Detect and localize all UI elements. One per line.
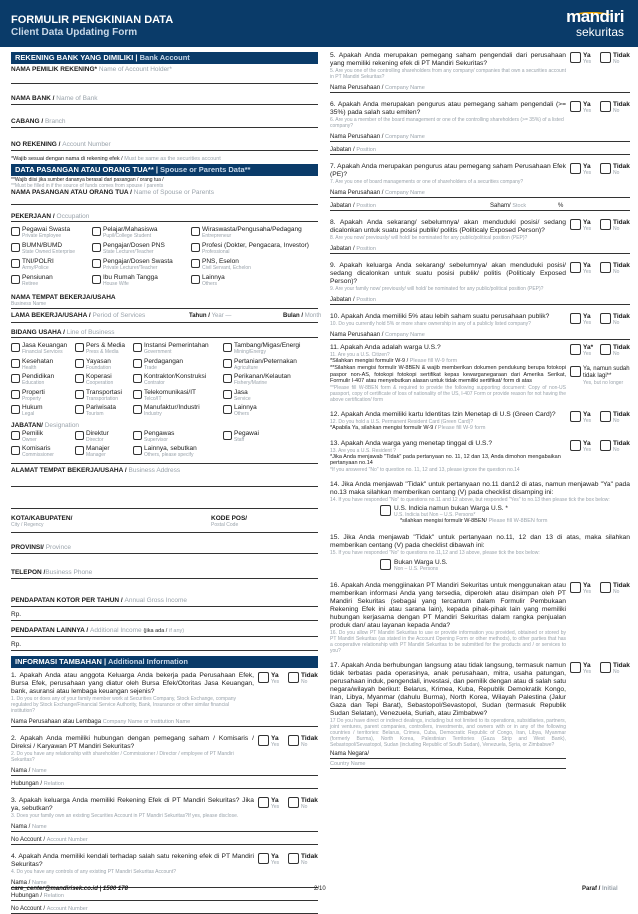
q2-no-checkbox[interactable]: Tidak No (288, 735, 318, 749)
option-label: Yayasan (86, 357, 111, 365)
spouse-note: **Wajib diisi jika sumber dananya berasal dari pasangan / orang tua / (11, 177, 164, 183)
option-label-en: Entrepreneur (202, 233, 232, 239)
option-label-en: Contrator (144, 380, 165, 386)
other-income-field[interactable]: PENDAPATAN LAINNYA / Additional Income (jika ada / if any) (11, 623, 318, 637)
right-questions (330, 52, 630, 340)
checkbox[interactable] (11, 259, 20, 268)
q13-yes-checkbox[interactable]: Ya Yes (570, 440, 591, 454)
business-option-12[interactable] (133, 373, 206, 386)
business-option-13[interactable] (133, 389, 196, 402)
question-text: 2. Apakah Anda memiliki hubungan dengan pemegang saham / Komisaris / Direksi / Karyawan PT Mandiri Sekuritas? (11, 735, 254, 750)
option-label: BUMN/BUMD (22, 242, 63, 249)
additional-info-header: INFORMASI TAMBAHAN | Additional Information (11, 656, 318, 668)
question-17: 17. Apakah Anda berhubungan langsung atau tidak langsung, termasuk namun tidak terbatas pada operasinya, anak perusahaan, mitra, usaha patungan, perusahaan induk, pengendali, investasi, dan pemilik dengan atau di salah satu negara/wilayah berikut: Belarus, Krimea, Kuba, Republik Demokratik Kongo, Iran, Libya, Myanmar (dahulu Burma), North Korea, Wilayah Palestina (Jalur Gaza dan Tepi Barat), Sebastopol/Sevastopol, Sudan (termasuk Republik Sudan Selatan), Venezuela, Suriah, atau Zimbabwe? 17 Do you have direct or indirect dealings, including but not limited to its operations, subsidiaries, partners, joint ventures, parent companies, controllers, investments, and owners with or in any of the following countries / territories: Belarus, Crimea, Cuba, Democratic Republic of Congo, Iran, Libya, Myanmar (formerly Burma), North Korea, Palestinian Territories (Gaza Strip and West Bank), Sebastopol/Sevastopol, Sudan (including Republic of South Sudan), Venezuela, Syria, or Zimbabwe? Ya Yes Tidak No (330, 661, 630, 748)
q16-options (570, 582, 630, 602)
option-label: Jasa (234, 388, 248, 396)
spouse-name-field[interactable]: NAMA PASANGAN ATAU ORANG TUA / Name of Spouse or Parents (11, 189, 318, 205)
q8-no-checkbox[interactable]: Tidak No (600, 219, 630, 233)
answer-line[interactable]: No Account / Account Number (11, 904, 318, 914)
q17-options (570, 662, 630, 682)
option-label-en: Supervisor (144, 437, 168, 443)
bank-section-header: REKENING BANK YANG DIMILIKI | Bank Account (11, 52, 318, 64)
city-postal-row (11, 509, 318, 533)
question-text: 3. Apakah keluarga Anda memiliki Rekening Efek di PT Mandiri Sekuritas? Jika ya, sebutkan? (11, 797, 254, 812)
occupation-option-bumn[interactable] (11, 242, 75, 255)
bank-name-field[interactable]: NAMA BANK / Name of Bank (11, 87, 318, 105)
q16-yes-checkbox[interactable]: Ya Yes (570, 582, 591, 596)
option-label-en: Industry (144, 411, 162, 417)
checkbox[interactable] (92, 275, 101, 284)
designation-label: JABATAN/ Designation (11, 422, 80, 429)
option-label: Manajer (86, 445, 110, 452)
question-9 (330, 262, 630, 292)
question-text-en: 8. Are you now/ previously/ will hold/ be nominated for any public/political position (PEP)? (330, 235, 528, 241)
designation-option-0[interactable] (11, 430, 43, 443)
option-label: PNS, Eselon (202, 258, 239, 265)
option-label-en: Owner (22, 437, 37, 443)
option-label: Transportasi (86, 388, 122, 396)
checkbox[interactable] (133, 446, 142, 455)
page-number: 2/10 (314, 886, 326, 892)
question-11: 11. Apakah Anda adalah warga U.S.? 11. Are you a U.S. Citizen? *Silahkan mengisi formulir W-9 / Please fill W-9 form **Silahkan mengisi formulir W-8BEN & wajib memberikan dokumen pendukung berupa fotokopi paspor non-AS, fotokopi fotokopi sertifikat kepas kewarganegaraan dari Amerika Serikat, Formulir I-407 atau menyebutkan alasan untuk tidak memiliki sertifikat/ form di atas **Please fill W-8BEN form & required to provide the following supporting document: Copy of non-US passport, copy of certificate of loss of nationality of the US, I-407 Form or provide reason for not having the above certification/ form Ya* Yes Tidak No Ya, namun sudah tidak lagi** Yes, but no longer (330, 344, 630, 403)
business-phone-field[interactable]: TELEPON /Business Phone (11, 557, 318, 579)
business-option-14[interactable] (133, 404, 200, 417)
q11-no-longer-checkbox[interactable]: Ya, namun sudah tidak lagi** Yes, but no longer (570, 366, 634, 387)
option-label-en: State Lecturer/Teacher (103, 249, 154, 255)
q1-options (258, 672, 318, 692)
option-label: Profesi (Dokter, Pengacara, Investor) (202, 242, 309, 249)
option-label: Pengajar/Dosen Swasta (103, 258, 173, 265)
question-text: 6. Apakah Anda merupakan pengurus atau pemegang saham pengendali (>= 35%) pada salah satu emiten? (330, 101, 566, 116)
answer-line[interactable]: Nama Perusahaan / Company Name (330, 188, 630, 198)
option-label-en: Director (86, 437, 104, 443)
q9-yes-checkbox[interactable]: Ya Yes (570, 262, 591, 276)
country-name-field[interactable]: Nama Negara/ (330, 749, 566, 759)
designation-option-4[interactable] (133, 430, 174, 443)
checkbox[interactable] (11, 405, 20, 414)
option-label: Kontraktor/Konstruksi (144, 373, 207, 380)
question-12: 12. Apakah Anda memiliki kartu Identitas Izin Menetap di U.S (Green Card)? 12. Do you hold a U.S. Permanent Resident Card (Green Card)? *Apabila Ya, silahkan mengisi formulir W-9 / Please fill W-9 form Ya Yes Tidak No (330, 410, 630, 431)
checkbox[interactable] (75, 390, 84, 399)
checkbox[interactable] (223, 374, 232, 383)
business-option-10[interactable] (133, 342, 209, 355)
q6-yes-checkbox[interactable]: Ya Yes (570, 101, 591, 115)
option-label-en: Army/Police (22, 265, 49, 271)
question-text: 1. Apakah Anda atau anggota Keluarga Anda bekerja pada Perusahaan Efek, Bursa Efek, perusahaan yang diatur oleh Bursa Efek/Otoritas Jasa Keuangan, bank, asuransi atau lembaga keuangan sejenis? (11, 672, 254, 695)
option-label: Properti (22, 388, 45, 396)
option-label: Lainnya (234, 404, 257, 411)
option-label-en: Agriculture (234, 364, 258, 371)
answer-line[interactable]: Jabatan / Position Saham/ Stock % (330, 201, 630, 211)
question-1 (11, 672, 318, 714)
answer-line[interactable]: Hubungan / Relation (11, 779, 318, 789)
address-line-field[interactable] (11, 495, 318, 509)
q13-no-checkbox[interactable]: Tidak No (600, 440, 630, 454)
business-option-1[interactable] (11, 358, 53, 371)
q5-yes-checkbox[interactable]: Ya Yes (570, 52, 591, 66)
form-title: FORMULIR PENGKINIAN DATA (11, 14, 174, 26)
q12-options (570, 411, 630, 431)
checkbox[interactable] (11, 374, 20, 383)
option-label: Manufaktur/Industri (144, 404, 200, 411)
checkbox[interactable] (223, 405, 232, 414)
line-of-business-options (11, 338, 318, 422)
checkbox[interactable] (11, 243, 20, 252)
q17-yes-checkbox[interactable]: Ya Yes (570, 662, 591, 676)
footer-contact: care_center@mandirisek.co.id | 1500 178 (11, 886, 128, 892)
q5-options (570, 52, 630, 72)
business-option-2[interactable] (11, 373, 54, 386)
answer-line[interactable]: Nama / Name (11, 822, 318, 832)
question-10 (330, 313, 630, 327)
account-holder-field[interactable]: NAMA PEMILIK REKENING* Name of Account Holder* (11, 64, 318, 84)
checkbox[interactable] (191, 227, 200, 236)
city-field[interactable]: KOTA/KABUPATEN/ City / Regency (11, 515, 73, 528)
question-7 (330, 163, 630, 185)
option-label: Pemilik (22, 430, 43, 437)
checkbox[interactable] (75, 405, 84, 414)
question-text: 8. Apakah Anda sekarang/ sebelumnya/ akan menduduki posisi/ sedang dicalonkan untuk suatu posisi publik/ politis (Politicaly Exposed Person)? (330, 219, 566, 234)
option-label: Pers & Media (86, 342, 126, 349)
option-label-en: Transportation (86, 395, 119, 402)
option-label-en: Service (234, 395, 251, 402)
question-16: 16. Apakah Anda menggiinakan PT Mandiri Sekuritas untuk menggunakan atau memberikan informasi Anda yang tersedia, diperoleh atau disimpan oleh PT Mandiri Sekuritas (sebagai yang tercantum dalam Formulir Pembukaan Rekening Efek ini atau sarana lain), kepada pihak-pihak lain yang memiliki hubungan kerjasama dengan PT Mandiri Sekuritas dalam rangka penjualan produk dan/ atau layanan kepada Anda? 16. Do you allow PT Mandiri Sekuritas to use or provide information you provided, obtained or stored by PT Mandiri Sekuritas (as stated in the Account Opening Form or other methods), to other parties that has a cooperative relationship with PT Mandiri Sekuritas to be submitted for the products and / or services to you? Ya Yes Tidak No (330, 581, 630, 654)
question-text-en: 9. Are your family now/ previously/ will hold/ be nominated for any public/political position (PEP)? (330, 286, 544, 292)
checkbox[interactable] (133, 390, 142, 399)
q8-yes-checkbox[interactable]: Ya Yes (570, 219, 591, 233)
option-label-en: Others, please specify (144, 452, 194, 458)
option-label: Ibu Rumah Tangga (103, 274, 158, 281)
q11-no-checkbox[interactable]: Tidak No (600, 344, 630, 358)
business-option-0[interactable] (11, 342, 67, 355)
q11-options (570, 344, 630, 394)
question-text: 9. Apakah keluarga Anda sekarang/ sebelumnya/ akan menduduki posisi/ sedang dicalonkan untuk suatu posisi publik/ politis (Politicaly Exposed Person)? (330, 262, 566, 285)
business-option-7[interactable] (75, 373, 113, 386)
checkbox[interactable] (11, 431, 20, 440)
answer-line[interactable]: Nama / Name (11, 878, 318, 888)
q3-no-checkbox[interactable]: Tidak No (288, 797, 318, 811)
line-of-business-label: BIDANG USAHA / Line of Business (11, 329, 318, 338)
business-option-18[interactable] (223, 389, 251, 402)
option-label: Pengawas (144, 430, 175, 437)
option-label-en: Health (22, 364, 37, 371)
option-label-en: Telco/IT (144, 395, 162, 402)
question-text-en: 2. Do you have any relationship with shareholder / Commissioner / Director / employee of PT Mandiri Sekuritas? (11, 751, 234, 763)
option-label: Pegawai Swasta (22, 226, 71, 233)
option-label-en: Manager (86, 452, 106, 458)
checkbox[interactable] (223, 359, 232, 368)
province-field[interactable]: PROVINSI/ Province (11, 536, 318, 554)
q4-yes-checkbox[interactable]: Ya Yes (258, 853, 279, 867)
designation-option-6[interactable] (223, 430, 259, 443)
question-text-en: 6. Are you a member of the board management or one of the controlling shareholders (>= 35%) of a listed company? (330, 117, 564, 129)
occupation-options (11, 222, 318, 292)
spouse-section-header: DATA PASANGAN ATAU ORANG TUA** | Spouse or Parents Data** (11, 164, 318, 176)
occupation-option-lainnya[interactable] (191, 274, 225, 287)
designation-option-3[interactable] (75, 445, 109, 458)
option-label-en: Mining/Energy (234, 349, 266, 355)
option-label-en: Private Employee (22, 233, 62, 239)
option-label: Instansi Pemerintahan (144, 342, 209, 349)
question-text-en: 5. Are you one of the controlling shareholders from any company/ companies that own a securities account in PT Mandiri Sekuritas? (330, 68, 566, 80)
business-option-17[interactable] (223, 373, 291, 386)
question-3 (11, 797, 318, 819)
answer-line[interactable]: Nama Perusahaan atau Lembaga Company Name or Institution Name (11, 717, 318, 727)
checkbox[interactable] (75, 374, 84, 383)
question-14: 14. Jika Anda menjawab "Tidak" untuk pertanyaan no.11 dan12 di atas, namun menjawab "Ya" pada no.13 maka silahkan memberikan centang (V) pada checklist disamping ini: 14. If you have responded "No" to questions no.11 and 12 above, but responded "Yes" to no.13 then please tick the box below: U.S. Indicia namun bukan Warga U.S. * U.S. Indicia but Non – U.S. Persons* *silahkan mengisi formulir W-8BEN/ Please fill W-8BEN form (330, 480, 630, 524)
occupation-option-pensiun[interactable] (11, 274, 53, 287)
option-label: TNI/POLRI (22, 258, 54, 265)
question-text: 4. Apakah Anda memiliki kendali terhadap salah satu rekening efek di PT Mandiri Sekuritas? (11, 853, 254, 868)
q3-options (258, 797, 318, 817)
q11-yes-checkbox[interactable]: Ya* Yes (570, 344, 593, 358)
checkbox[interactable] (92, 243, 101, 252)
occupation-option-irt[interactable] (92, 274, 158, 287)
checkbox[interactable] (11, 446, 20, 455)
q14-us-indicia-checkbox[interactable]: U.S. Indicia namun bukan Warga U.S. * U.S. Indicia but Non – U.S. Persons* (380, 505, 630, 518)
checkbox[interactable] (191, 243, 200, 252)
checkbox[interactable] (11, 390, 20, 399)
q12-yes-checkbox[interactable]: Ya Yes (570, 411, 591, 425)
question-text-en: 3. Does your family own an existing Securities Account in PT Mandiri Sekuritas?If yes, please disclose. (11, 813, 239, 819)
checkbox[interactable] (191, 275, 200, 284)
option-label-en: Staff (234, 437, 245, 443)
checkbox[interactable] (92, 259, 101, 268)
branch-field[interactable]: CABANG / Branch (11, 108, 318, 128)
option-label-en: Property (22, 395, 41, 402)
question-text-en: 7. Are you one of board managements or one of shareholders of a securities company? (330, 179, 524, 185)
q15-non-us-checkbox[interactable]: Bukan Warga U.S. Non – U.S. Persons (380, 559, 630, 572)
business-address-field[interactable]: ALAMAT TEMPAT BEKERJA/USAHA / Business Address (11, 467, 318, 487)
answer-line[interactable]: No Account / Account Number (11, 835, 318, 845)
postal-code-field[interactable]: KODE POS/ Postal Code (211, 515, 248, 528)
option-label-en: Commissioner (22, 452, 54, 458)
option-label-en: Professional (202, 249, 230, 255)
occupation-option-eselon[interactable] (191, 258, 251, 271)
answer-line[interactable]: Nama / Name (11, 766, 318, 776)
checkbox[interactable] (191, 259, 200, 268)
checkbox[interactable] (75, 343, 84, 352)
option-label-en: Private Lecturer/Teacher (103, 265, 158, 271)
option-label-en: Government (144, 349, 172, 355)
period-of-service-field[interactable]: LAMA BEKERJA/USAHA / Period of Services Tahun / Year — Bulan / Month (11, 309, 318, 323)
checkbox[interactable] (223, 390, 232, 399)
account-number-field[interactable]: NO REKENING / Account Number (11, 131, 318, 151)
option-label: Wiraswasta/Pengusaha/Pedagang (202, 226, 302, 233)
page-header (0, 0, 638, 47)
option-label-en: Financial Services (22, 349, 63, 355)
option-label: Komisaris (22, 445, 51, 452)
bank-note: *Wajib sesuai dengan nama di rekening efek / Must be same as the securities account (11, 156, 221, 162)
option-label: Tambang/Migas/Energi (234, 342, 301, 349)
option-label: Lainnya, sebutkan (144, 445, 197, 452)
q17-no-checkbox[interactable]: Tidak No (600, 662, 630, 676)
option-label: Pariwisata (86, 404, 116, 411)
business-option-6[interactable] (75, 358, 111, 371)
checkbox[interactable] (92, 227, 101, 236)
checkbox[interactable] (133, 431, 142, 440)
business-option-3[interactable] (11, 389, 45, 402)
business-option-11[interactable] (133, 358, 183, 371)
q10-yes-checkbox[interactable]: Ya Yes (570, 313, 591, 327)
q4-options (258, 853, 318, 873)
checkbox[interactable] (75, 431, 84, 440)
occupation-option-pelajar[interactable] (92, 226, 158, 239)
option-label: Koperasi (86, 373, 112, 380)
checkbox[interactable] (11, 343, 20, 352)
question-text: 5. Apakah Anda merupakan pemegang saham pengendali dari perusahaan yang memiliki rekening efek di PT Mandiri Sekuritas? (330, 52, 566, 67)
designation-option-1[interactable] (11, 445, 54, 458)
question-text-en: 10. Do you currently hold 5% or more share ownership in any of a publicly listed company? (330, 321, 531, 327)
option-label: Kesehatan (22, 357, 54, 365)
question-text: 10. Apakah Anda memiliki 5% atau lebih saham suatu perusahaan publik? (330, 313, 550, 320)
answer-line[interactable]: Jabatan / Position (330, 145, 630, 155)
option-label-en: Legal (22, 411, 35, 417)
option-label-en: Education (22, 380, 45, 386)
q9-no-checkbox[interactable]: Tidak No (600, 262, 630, 276)
option-label-en: Tourism (86, 411, 104, 417)
q5-no-checkbox[interactable]: Tidak No (600, 52, 630, 66)
q1-yes-checkbox[interactable]: Ya Yes (258, 672, 279, 686)
answer-line[interactable]: Hubungan / Relation (11, 891, 318, 901)
mandiri-logo: mandiri sekuritas (566, 7, 624, 39)
option-label-en: Press & Media (86, 349, 119, 355)
answer-line[interactable]: Nama Perusahaan / Company Name (330, 330, 630, 340)
checkbox[interactable] (133, 374, 142, 383)
right-column (330, 52, 630, 769)
annual-income-field[interactable]: PENDAPATAN KOTOR PER TAHUN / Annual Gross Income (11, 585, 318, 607)
checkbox[interactable] (11, 227, 20, 236)
checkbox[interactable] (223, 431, 232, 440)
question-text-en: 1. Do you or does any of your family member work at Securities Company, Stock Exchange, company regulated by Stock Exchange/Financial Service Authority, Bank, Insurance or other similar financial institution? (11, 696, 237, 714)
option-label: Pendidikan (22, 373, 55, 380)
business-option-5[interactable] (75, 342, 125, 355)
question-text-en: 4. Do you have any controls of any existing PT Mandiri Sekuritas Account? (11, 869, 176, 875)
question-13: 13. Apakah Anda warga yang menetap tinggal di U.S.? 13. Are you a U.S. Resident ? *Jika Anda menjawab "Tidak" pada pertanyaan no. 11, 12 dan 13, Anda dimohon mengabaikan pertanyaan no.14 *If you answered "No" to question no. 11, 12 and 13, please ignore the question no.14 Ya Yes Tidak No (330, 439, 630, 473)
form-subtitle: Client Data Updating Form (11, 27, 138, 38)
designation-options (11, 430, 318, 464)
business-name-field[interactable]: NAMA TEMPAT BEKERJA/USAHA Business Name (11, 294, 318, 309)
checkbox[interactable] (133, 405, 142, 414)
checkbox[interactable] (11, 275, 20, 284)
option-label: Perikanan/Kelautan (234, 373, 291, 380)
occupation-option-profesi[interactable] (191, 242, 309, 255)
business-option-4[interactable] (11, 404, 43, 417)
q3-yes-checkbox[interactable]: Ya Yes (258, 797, 279, 811)
option-label-en: State Owned Enterprise (22, 249, 76, 255)
business-option-9[interactable] (75, 404, 116, 417)
occupation-option-tni[interactable] (11, 258, 54, 271)
checkbox[interactable] (11, 359, 20, 368)
option-label: Perdagangan (144, 357, 184, 365)
q4-no-checkbox[interactable]: Tidak No (288, 853, 318, 867)
left-questions (11, 672, 318, 914)
answer-line[interactable]: Nama Perusahaan / Company Name (330, 83, 630, 93)
q8-options (570, 219, 630, 239)
spouse-note-en: **Must be filled in if the source of funds comes from spouse / parents (11, 183, 164, 189)
checkbox[interactable] (133, 343, 142, 352)
business-option-15[interactable] (223, 342, 300, 355)
answer-line[interactable]: Jabatan / Position (330, 295, 630, 305)
designation-option-2[interactable] (75, 430, 109, 443)
initial-label: Paraf / Initial (582, 886, 618, 892)
q7-options (570, 163, 630, 183)
option-label-en: Civil Servant, Echelon (202, 265, 251, 271)
option-label-en: Retiree (22, 281, 39, 287)
option-label-en: Cooperation (86, 380, 114, 386)
option-label-en: Pupil/College Student (103, 233, 152, 239)
q12-no-checkbox[interactable]: Tidak No (600, 411, 630, 425)
q7-yes-checkbox[interactable]: Ya Yes (570, 163, 591, 177)
option-label: Pengajar/Dosen PNS (103, 242, 165, 249)
question-15: 15. Jika Anda menjawab "Tidak" untuk pertanyaan no.11, 12 dan 13 di atas, maka silahkan memberikan centang (V) pada checklist dibawah ini: 15. If you have responded "No" to questions no.11,12 and 13 above, please tick the box below: Bukan Warga U.S. Non – U.S. Persons (330, 533, 630, 572)
option-label-en: Others (202, 281, 218, 287)
q9-options (570, 262, 630, 282)
checkbox[interactable] (75, 359, 84, 368)
occupation-option-swasta[interactable] (11, 226, 70, 239)
occupation-option-dosen[interactable] (92, 258, 173, 271)
occupation-option-pns[interactable] (92, 242, 165, 255)
option-label-en: Others (234, 411, 250, 417)
option-label-en: Foundation (86, 364, 112, 371)
option-label: Pensiunan (22, 274, 53, 281)
question-8 (330, 219, 630, 241)
q2-yes-checkbox[interactable]: Ya Yes (258, 735, 279, 749)
q7-no-checkbox[interactable]: Tidak No (600, 163, 630, 177)
checkbox[interactable] (223, 343, 232, 352)
option-label: Lainnya (202, 274, 225, 281)
business-option-16[interactable] (223, 358, 297, 371)
q2-options (258, 735, 318, 755)
answer-line[interactable]: Jabatan / Position (330, 244, 630, 254)
q6-no-checkbox[interactable]: Tidak No (600, 101, 630, 115)
option-label: Hukum (22, 404, 43, 411)
option-label-en: House Wife (103, 281, 129, 287)
q6-options (570, 101, 630, 121)
other-income-rp[interactable]: Rp. (11, 637, 318, 651)
occupation-option-wiraswasta[interactable] (191, 226, 302, 239)
q1-no-checkbox[interactable]: Tidak No (288, 672, 318, 686)
question-text: 7. Apakah Anda merupakan pengurus atau pemegang saham Perusahaan Efek (PE)? (330, 163, 566, 178)
option-label: Telekomunikasi/IT (144, 388, 197, 396)
option-label: Pelajar/Mahasiswa (103, 226, 158, 233)
business-option-19[interactable] (223, 404, 257, 417)
q16-no-checkbox[interactable]: Tidak No (600, 582, 630, 596)
option-label-en: Trade (144, 364, 157, 371)
option-label: Jasa Keuangan (22, 342, 68, 349)
question-2 (11, 735, 318, 763)
question-6 (330, 101, 630, 129)
q13-options (570, 440, 630, 460)
question-5 (330, 52, 630, 80)
q10-no-checkbox[interactable]: Tidak No (600, 313, 630, 327)
designation-option-5[interactable] (133, 445, 197, 458)
business-option-8[interactable] (75, 389, 122, 402)
occupation-label: PEKERJAAN / Occupation (11, 213, 318, 222)
option-label-en: Fishery/Marine (234, 380, 268, 386)
checkbox[interactable] (75, 446, 84, 455)
annual-income-rp[interactable]: Rp. (11, 607, 318, 621)
option-label: Pertanian/Peternakan (234, 357, 297, 365)
checkbox[interactable] (133, 359, 142, 368)
question-4 (11, 853, 318, 875)
answer-line[interactable]: Nama Perusahaan / Company Name (330, 132, 630, 142)
country-name-field-en[interactable]: Country Name (330, 759, 566, 769)
option-label: Direktur (86, 430, 109, 437)
option-label: Pegawai (234, 430, 259, 437)
